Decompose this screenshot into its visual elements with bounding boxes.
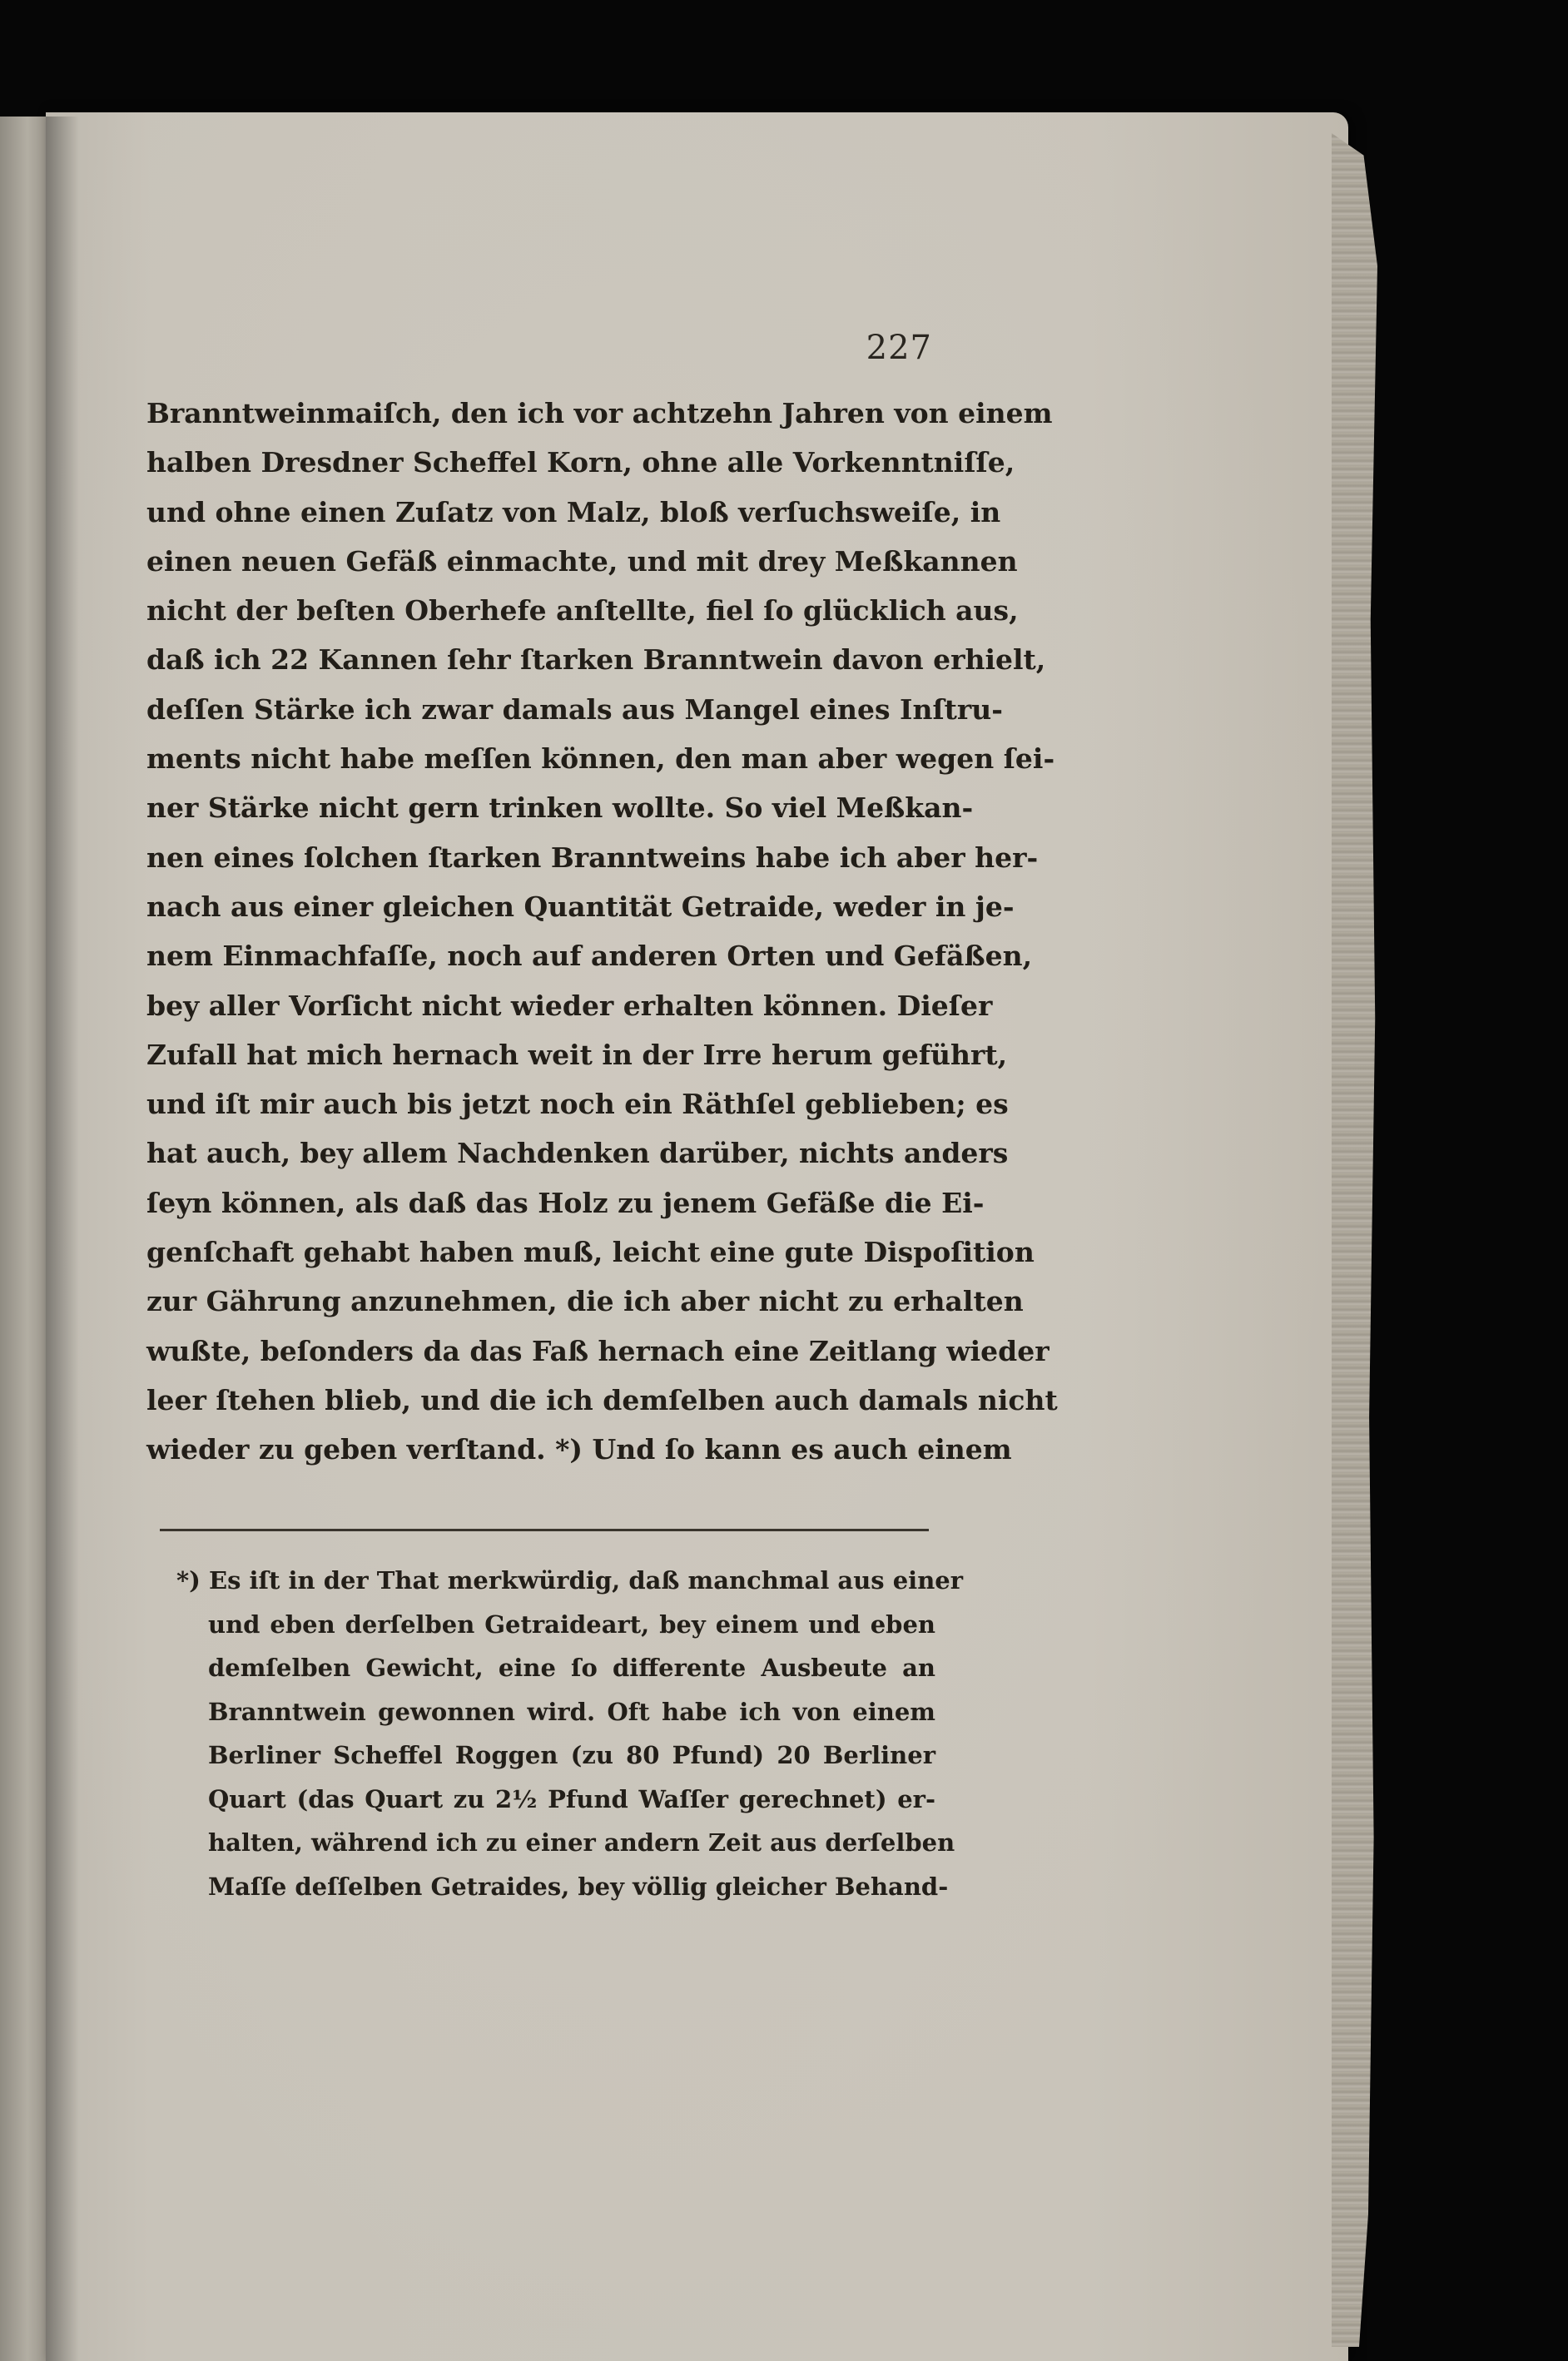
gutter-shadow bbox=[46, 117, 79, 2361]
footnote-line: Maſſe deſſelben Getraides, bey völlig gleicher Behand- bbox=[208, 1872, 949, 1901]
body-line: deſſen Stärke ich zwar damals aus Mangel eines Inſtru- bbox=[146, 692, 1003, 726]
body-line: Branntweinmaiſch, den ich vor achtzehn Jahren von einem bbox=[146, 397, 1053, 429]
body-line: ments nicht habe meſſen können, den man aber wegen ſei- bbox=[146, 742, 1055, 776]
body-line: nen eines ſolchen ſtarken Branntweins habe ich aber her- bbox=[146, 841, 1039, 874]
body-line: Zufall hat mich hernach weit in der Irre herum geführt, bbox=[146, 1038, 1008, 1071]
body-line: ſeyn können, als daß das Holz zu jenem Gefäße die Ei- bbox=[146, 1186, 985, 1219]
footnote-line: demſelben Gewicht, eine ſo differente Ausbeute an bbox=[208, 1654, 935, 1682]
deckled-page-edge bbox=[1332, 133, 1377, 2347]
body-line: und iſt mir auch bis jetzt noch ein Räthſel geblieben; es bbox=[146, 1088, 1009, 1121]
footnote-divider bbox=[160, 1529, 929, 1531]
footnote-line: Branntwein gewonnen wird. Oft habe ich von einem bbox=[208, 1697, 935, 1726]
body-line: daß ich 22 Kannen ſehr ſtarken Branntwein davon erhielt, bbox=[146, 643, 1046, 677]
footnote-line: Quart (das Quart zu 2½ Pfund Waſſer gerechnet) er- bbox=[208, 1784, 935, 1813]
body-line: genſchaft gehabt haben muß, leicht eine gute Dispoſition bbox=[146, 1236, 1035, 1269]
body-line: nicht der beſten Oberhefe anſtellte, fiel ſo glücklich aus, bbox=[146, 594, 1019, 627]
page-number: 227 bbox=[866, 329, 932, 367]
body-line: wußte, beſonders da das Faß hernach eine Zeitlang wieder bbox=[146, 1334, 1049, 1367]
footnote bbox=[176, 1559, 964, 1908]
body-line: hat auch, bey allem Nachdenken darüber, nichts anders bbox=[146, 1137, 1009, 1170]
body-line: und ohne einen Zuſatz von Malz, bloß verſuchsweiſe, in bbox=[146, 495, 1001, 528]
facing-page-edge bbox=[0, 117, 46, 2361]
footnote-line: *) Es iſt in der That merkwürdig, daß manchmal aus einer bbox=[176, 1566, 964, 1595]
footnote-line: halten, während ich zu einer andern Zeit aus derſelben bbox=[208, 1828, 955, 1857]
body-line: leer ſtehen blieb, und die ich demſelben auch damals nicht bbox=[146, 1383, 1058, 1416]
body-line: einen neuen Gefäß einmachte, und mit drey Meßkannen bbox=[146, 544, 1018, 578]
body-line: nach aus einer gleichen Quantität Getraide, weder in je- bbox=[146, 890, 1015, 923]
body-line: wieder zu geben verſtand. *) Und ſo kann es auch einem bbox=[146, 1433, 1012, 1466]
body-line: halben Dresdner Scheffel Korn, ohne alle Vorkenntniſſe, bbox=[146, 446, 1015, 479]
footnote-line: und eben derſelben Getraideart, bey einem und eben bbox=[208, 1610, 935, 1639]
body-line: nem Einmachfaſſe, noch auf anderen Orten und Gefäßen, bbox=[146, 940, 1033, 973]
body-line: ner Stärke nicht gern trinken wollte. So viel Meßkan- bbox=[146, 791, 974, 825]
body-line: bey aller Vorſicht nicht wieder erhalten können. Dieſer bbox=[146, 989, 993, 1022]
body-text bbox=[146, 389, 1058, 1475]
body-line: zur Gährung anzunehmen, die ich aber nicht zu erhalten bbox=[146, 1285, 1024, 1318]
footnote-line: Berliner Scheffel Roggen (zu 80 Pfund) 20 Berliner bbox=[208, 1741, 935, 1769]
